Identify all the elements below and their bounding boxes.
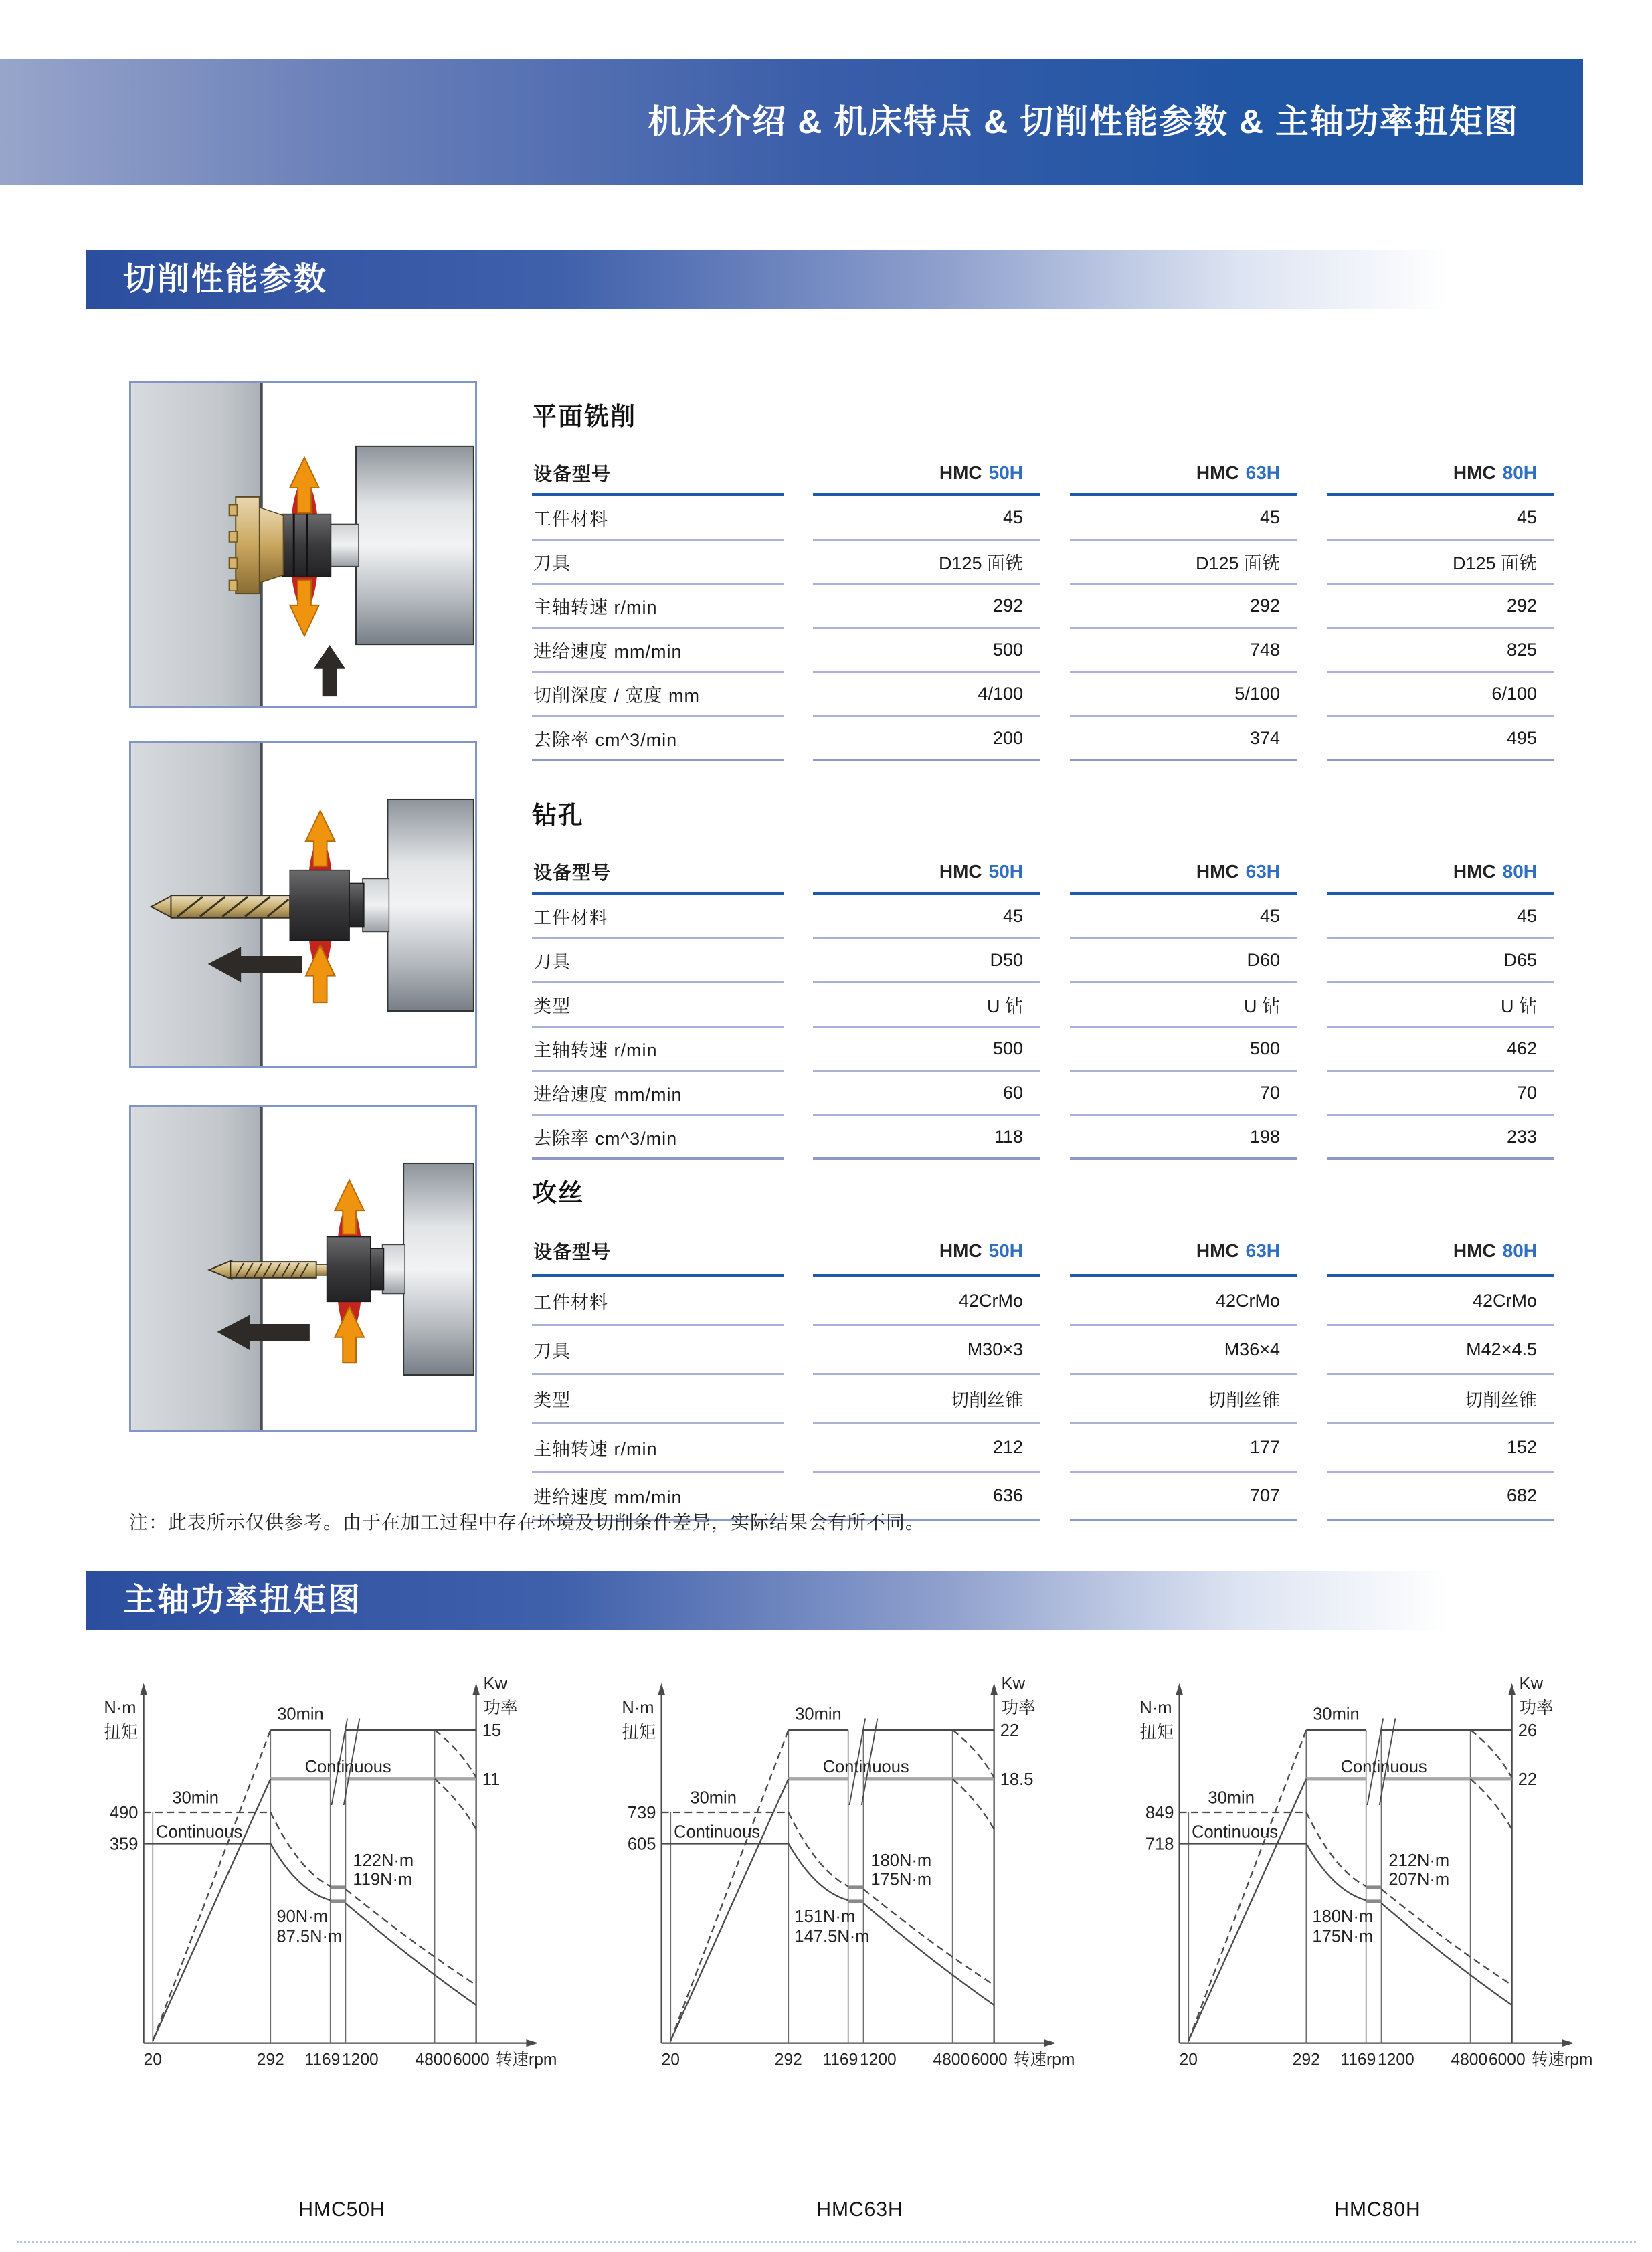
cell-value: D125 面铣 — [813, 541, 1040, 585]
table-row — [532, 1326, 1556, 1375]
rotation-arrow-icon — [335, 1307, 363, 1362]
page-header-banner — [0, 59, 1583, 185]
label-continuous-left: Continuous — [674, 1822, 761, 1842]
tapping-drawing — [131, 1107, 475, 1430]
x-tick: 20 — [661, 2051, 680, 2069]
power-ramp-30min — [670, 1730, 788, 2041]
cell-value: 切削丝锥 — [1070, 1375, 1297, 1424]
power-continuous-value: 11 — [482, 1770, 500, 1789]
tool-holder — [290, 870, 349, 941]
power-axis-unit: Kw — [1001, 1674, 1026, 1693]
x-tick: 6000 — [970, 2051, 1008, 2069]
model-code: 50H — [988, 1240, 1023, 1261]
chart-caption: HMC50H — [298, 2198, 385, 2221]
cell-value: 212 — [813, 1424, 1040, 1473]
header-label: 设备型号 — [532, 851, 784, 895]
spindle-housing — [403, 1163, 474, 1375]
table-header-row — [532, 851, 1556, 895]
model-header — [1327, 452, 1554, 496]
power-ramp-30min — [1188, 1730, 1306, 2041]
model-prefix: HMC — [1196, 1240, 1239, 1261]
table-title: 钻孔 — [532, 802, 584, 829]
model-code: 50H — [988, 860, 1023, 882]
table-row — [532, 983, 1556, 1028]
cell-value: M42×4.5 — [1327, 1326, 1554, 1375]
cell-value: 45 — [1327, 496, 1554, 541]
model-header — [813, 452, 1040, 496]
power-dropoff-30min — [435, 1730, 476, 1778]
x-tick: 1169 — [1340, 2051, 1376, 2069]
torque-at-1169-continuous: 90N·m — [276, 1907, 328, 1927]
table-row — [532, 1424, 1556, 1473]
x-tick: 292 — [256, 2051, 284, 2069]
cell-value: 5/100 — [1070, 673, 1297, 717]
power-ramp-continuous — [1188, 1779, 1306, 2041]
cell-value: U 钻 — [1070, 983, 1297, 1028]
model-code: 50H — [988, 462, 1023, 483]
cell-value: 825 — [1327, 629, 1554, 673]
x-tick: 20 — [1179, 2051, 1198, 2069]
torque-decay-continuous-high — [863, 1903, 994, 2005]
torque-30min-value: 849 — [1145, 1804, 1174, 1823]
torque-at-1169-30min: 122N·m — [353, 1851, 414, 1871]
cutter-insert — [229, 505, 237, 516]
cell-value: 45 — [1070, 496, 1297, 541]
table-row — [532, 1375, 1556, 1424]
torque-at-1169-30min: 180N·m — [870, 1851, 932, 1871]
torque-decay-30min — [1306, 1812, 1366, 1886]
cell-value: 198 — [1070, 1116, 1297, 1160]
row-label: 进给速度 mm/min — [532, 1473, 784, 1521]
power-ramp-continuous — [153, 1779, 270, 2041]
torque-power-chart — [1121, 1653, 1634, 2110]
table-row — [532, 939, 1556, 983]
power-30min-value: 22 — [1000, 1721, 1020, 1740]
chart-block-hmc63h — [604, 1653, 1116, 2221]
label-continuous-top: Continuous — [822, 1757, 909, 1776]
x-axis-label: 转速rpm — [1531, 2051, 1593, 2069]
model-prefix: HMC — [1196, 860, 1239, 882]
model-prefix: HMC — [1453, 462, 1496, 483]
model-header — [813, 1228, 1040, 1277]
chart-block-hmc80h — [1121, 1653, 1634, 2221]
drilling-drawing — [131, 743, 475, 1066]
torque-axis-name: 扭矩 — [1139, 1723, 1174, 1742]
chart-axes — [1180, 1694, 1564, 2043]
torque-at-1200-30min: 175N·m — [870, 1870, 932, 1889]
torque-decay-continuous — [1306, 1843, 1366, 1900]
table-row — [532, 1277, 1556, 1326]
row-label: 类型 — [532, 1375, 784, 1424]
x-tick: 292 — [774, 2051, 802, 2069]
model-prefix: HMC — [1453, 1240, 1496, 1261]
chart-caption: HMC63H — [816, 2198, 903, 2221]
torque-decay-continuous-high — [345, 1903, 476, 2005]
cell-value: 切削丝锥 — [1327, 1375, 1554, 1424]
table-row — [532, 496, 1556, 541]
cell-value: 45 — [1327, 895, 1554, 939]
torque-at-1200-30min: 207N·m — [1388, 1870, 1450, 1889]
cell-value: M30×3 — [813, 1326, 1040, 1375]
power-dropoff-continuous — [435, 1779, 476, 1830]
cell-value: 292 — [1070, 585, 1297, 629]
cell-value: 42CrMo — [1327, 1277, 1554, 1326]
section-header-torque-diagram — [86, 1571, 1567, 1630]
row-label: 切削深度 / 宽度 mm — [532, 673, 784, 717]
label-continuous-top: Continuous — [1340, 1757, 1427, 1776]
row-label: 工件材料 — [532, 895, 784, 939]
tool-holder — [327, 1237, 371, 1302]
power-ramp-continuous — [670, 1779, 788, 2041]
power-30min-value: 26 — [1518, 1721, 1538, 1740]
table-title: 平面铣削 — [532, 403, 636, 430]
power-axis-name: 功率 — [483, 1699, 518, 1718]
model-prefix: HMC — [939, 462, 982, 483]
torque-at-1169-continuous: 180N·m — [1312, 1907, 1374, 1927]
x-tick: 1200 — [859, 2051, 897, 2069]
model-code: 80H — [1502, 462, 1537, 483]
power-dropoff-30min — [1471, 1730, 1512, 1778]
cell-value: 200 — [813, 717, 1040, 761]
model-header — [1070, 851, 1297, 895]
row-label: 去除率 cm^3/min — [532, 717, 784, 761]
x-axis-label: 转速rpm — [1013, 2051, 1075, 2069]
power-axis-name: 功率 — [1001, 1699, 1036, 1718]
row-label: 工件材料 — [532, 1277, 784, 1326]
table-row — [532, 1028, 1556, 1072]
label-30min-top: 30min — [795, 1705, 842, 1724]
power-axis-name: 功率 — [1519, 1699, 1554, 1718]
power-dropoff-30min — [953, 1730, 994, 1778]
cell-value: U 钻 — [813, 983, 1040, 1028]
cutter-insert — [229, 558, 237, 569]
row-label: 刀具 — [532, 1326, 784, 1375]
torque-at-1200-continuous: 87.5N·m — [276, 1927, 343, 1946]
torque-continuous-value: 359 — [109, 1835, 139, 1854]
cell-value: 70 — [1070, 1072, 1297, 1116]
cutter-insert — [229, 531, 237, 542]
header-label: 设备型号 — [532, 452, 784, 496]
cell-value: D60 — [1070, 939, 1297, 983]
torque-axis-unit: N·m — [1139, 1699, 1172, 1718]
power-dropoff-continuous — [1471, 1779, 1512, 1830]
table-header-row — [532, 452, 1556, 496]
axis-arrow-icon — [1176, 1683, 1574, 2047]
row-label: 刀具 — [532, 541, 784, 585]
torque-axis-unit: N·m — [622, 1699, 654, 1718]
cell-value: 462 — [1327, 1028, 1554, 1072]
cell-value: D125 面铣 — [1070, 541, 1297, 585]
chart-caption: HMC80H — [1334, 2198, 1421, 2221]
x-tick: 1200 — [1377, 2051, 1414, 2069]
cell-value: D50 — [813, 939, 1040, 983]
cell-value: 500 — [1070, 1028, 1297, 1072]
rotation-arrow-icon — [306, 945, 335, 1002]
label-continuous-left: Continuous — [1192, 1822, 1279, 1842]
cell-value: 177 — [1070, 1424, 1297, 1473]
power-continuous-value: 22 — [1518, 1770, 1538, 1789]
cell-value: 292 — [813, 585, 1040, 629]
torque-power-chart — [86, 1653, 598, 2110]
cell-value: 500 — [813, 1028, 1040, 1072]
x-tick: 4800 — [415, 2051, 452, 2069]
face-mill-cutter — [236, 497, 260, 593]
tapping-table — [532, 1172, 1556, 1521]
torque-continuous-value: 718 — [1145, 1835, 1174, 1854]
table-row — [532, 541, 1556, 585]
row-label: 主轴转速 r/min — [532, 1028, 784, 1072]
cell-value: 292 — [1327, 585, 1554, 629]
model-header — [1327, 1228, 1554, 1277]
row-label: 工件材料 — [532, 496, 784, 541]
feed-arrow-icon — [314, 645, 345, 696]
torque-power-chart — [604, 1653, 1116, 2110]
spindle-shaft — [363, 878, 389, 931]
cell-value: 4/100 — [813, 673, 1040, 717]
power-axis-unit: Kw — [1519, 1674, 1544, 1693]
torque-at-1200-continuous: 175N·m — [1312, 1927, 1374, 1946]
rotation-arrow-icon — [306, 811, 335, 866]
torque-axis-name: 扭矩 — [104, 1723, 139, 1742]
spindle-shaft — [329, 524, 359, 566]
row-label: 类型 — [532, 983, 784, 1028]
cell-value: 45 — [813, 895, 1040, 939]
model-code: 80H — [1502, 860, 1537, 882]
table-row — [532, 673, 1556, 717]
power-dropoff-continuous — [953, 1779, 994, 1830]
section-title: 切削性能参数 — [123, 262, 329, 297]
x-tick: 1169 — [304, 2051, 341, 2069]
cell-value: 152 — [1327, 1424, 1554, 1473]
torque-decay-30min-high — [1381, 1889, 1511, 1985]
cutter-insert — [229, 580, 237, 591]
model-header — [1070, 1228, 1297, 1277]
cell-value: 42CrMo — [813, 1277, 1040, 1326]
torque-decay-continuous-high — [1381, 1903, 1511, 2005]
x-tick: 6000 — [1488, 2051, 1526, 2069]
holder-collar — [349, 883, 364, 927]
cell-value: 70 — [1327, 1072, 1554, 1116]
cell-value: 374 — [1070, 717, 1297, 761]
model-code: 63H — [1245, 1240, 1280, 1261]
cell-value: 118 — [813, 1116, 1040, 1160]
x-tick: 292 — [1292, 2051, 1320, 2069]
cell-value: 636 — [813, 1473, 1040, 1521]
torque-at-1200-30min: 119N·m — [353, 1870, 413, 1889]
torque-at-1169-30min: 212N·m — [1388, 1851, 1450, 1871]
model-prefix: HMC — [1453, 860, 1496, 882]
label-continuous-top: Continuous — [304, 1757, 391, 1776]
cell-value: D65 — [1327, 939, 1554, 983]
holder-collar — [371, 1248, 384, 1289]
torque-at-1200-continuous: 147.5N·m — [794, 1927, 870, 1946]
cell-value: 682 — [1327, 1473, 1554, 1521]
torque-continuous-value: 605 — [627, 1835, 656, 1854]
torque-decay-30min — [270, 1812, 330, 1886]
cell-value: 500 — [813, 629, 1040, 673]
torque-axis-unit: N·m — [104, 1699, 136, 1718]
cell-value: 495 — [1327, 717, 1554, 761]
cell-value: 707 — [1070, 1473, 1297, 1521]
table-row — [532, 585, 1556, 629]
row-label: 主轴转速 r/min — [532, 585, 784, 629]
row-label: 进给速度 mm/min — [532, 1072, 784, 1116]
header-label: 设备型号 — [532, 1228, 784, 1277]
label-30min-left: 30min — [172, 1788, 219, 1808]
row-label: 刀具 — [532, 939, 784, 983]
cell-value: D125 面铣 — [1327, 541, 1554, 585]
torque-power-charts — [86, 1653, 1634, 2221]
label-30min-left: 30min — [1208, 1788, 1255, 1808]
tapping-illustration — [129, 1105, 477, 1432]
section-header-cutting-parameters — [86, 250, 1567, 309]
model-code: 80H — [1502, 1240, 1537, 1261]
face-milling-drawing — [131, 383, 475, 706]
table-row — [532, 717, 1556, 761]
torque-axis-name: 扭矩 — [622, 1723, 656, 1742]
cell-value: 切削丝锥 — [813, 1375, 1040, 1424]
cell-value: M36×4 — [1070, 1326, 1297, 1375]
spindle-shaft — [383, 1244, 405, 1293]
face-milling-illustration — [129, 381, 477, 708]
power-ramp-30min — [153, 1730, 270, 2041]
model-prefix: HMC — [939, 860, 982, 882]
power-continuous-value: 18.5 — [1000, 1770, 1034, 1789]
row-label: 去除率 cm^3/min — [532, 1116, 784, 1160]
model-header — [1070, 452, 1297, 496]
torque-at-1169-continuous: 151N·m — [794, 1907, 856, 1927]
x-tick: 20 — [143, 2051, 162, 2069]
row-label: 主轴转速 r/min — [532, 1424, 784, 1473]
x-tick: 4800 — [1451, 2051, 1488, 2069]
table-title: 攻丝 — [532, 1179, 584, 1206]
torque-decay-30min-high — [345, 1889, 476, 1985]
chart-axes — [144, 1694, 528, 2043]
x-tick: 1169 — [822, 2051, 858, 2069]
table-row — [532, 1116, 1556, 1160]
table-note: 注：此表所示仅供参考。由于在加工过程中存在环境及切削条件差异，实际结果会有所不同。 — [129, 1512, 925, 1533]
power-axis-unit: Kw — [483, 1674, 508, 1693]
table-row — [532, 629, 1556, 673]
table-header-row — [532, 1228, 1556, 1277]
x-tick: 4800 — [933, 2051, 970, 2069]
chart-axes — [662, 1694, 1046, 2043]
torque-decay-continuous — [270, 1843, 330, 1900]
torque-30min-value: 490 — [109, 1804, 139, 1823]
table-row — [532, 1072, 1556, 1116]
x-tick: 1200 — [341, 2051, 379, 2069]
torque-decay-continuous — [788, 1843, 848, 1900]
cell-value: 748 — [1070, 629, 1297, 673]
page-bottom-rule — [17, 2241, 1636, 2243]
model-code: 63H — [1245, 860, 1280, 882]
cell-value: 6/100 — [1327, 673, 1554, 717]
torque-30min-value: 739 — [627, 1804, 656, 1823]
label-30min-left: 30min — [690, 1788, 737, 1808]
x-axis-label: 转速rpm — [495, 2051, 557, 2069]
row-label: 进给速度 mm/min — [532, 629, 784, 673]
torque-decay-30min-high — [863, 1889, 994, 1985]
cell-value: 233 — [1327, 1116, 1554, 1160]
section-title: 主轴功率扭矩图 — [123, 1582, 363, 1618]
table-row — [532, 895, 1556, 939]
page-title: 机床介绍 & 机床特点 & 切削性能参数 & 主轴功率扭矩图 — [648, 103, 1519, 140]
model-prefix: HMC — [1196, 462, 1239, 483]
model-code: 63H — [1245, 462, 1280, 483]
drilling-table — [532, 795, 1556, 1160]
x-tick: 6000 — [452, 2051, 490, 2069]
label-30min-top: 30min — [1313, 1705, 1360, 1724]
cell-value: 60 — [813, 1072, 1040, 1116]
power-30min-value: 15 — [482, 1721, 502, 1740]
holder-taper — [260, 508, 284, 583]
axis-arrow-icon — [658, 1683, 1056, 2047]
cell-value: 45 — [813, 496, 1040, 541]
cell-value: 42CrMo — [1070, 1277, 1297, 1326]
label-continuous-left: Continuous — [156, 1822, 243, 1842]
model-header — [813, 851, 1040, 895]
chart-block-hmc50h — [86, 1653, 598, 2221]
model-header — [1327, 851, 1554, 895]
drilling-illustration — [129, 741, 477, 1068]
torque-decay-30min — [788, 1812, 848, 1886]
rotation-arrow-icon — [335, 1180, 363, 1234]
cell-value: U 钻 — [1327, 983, 1554, 1028]
model-prefix: HMC — [939, 1240, 982, 1261]
cell-value: 45 — [1070, 895, 1297, 939]
spindle-housing — [387, 800, 473, 1011]
face-milling-table — [532, 396, 1556, 761]
label-30min-top: 30min — [277, 1705, 324, 1724]
axis-arrow-icon — [140, 1683, 538, 2047]
spindle-housing — [356, 446, 474, 644]
